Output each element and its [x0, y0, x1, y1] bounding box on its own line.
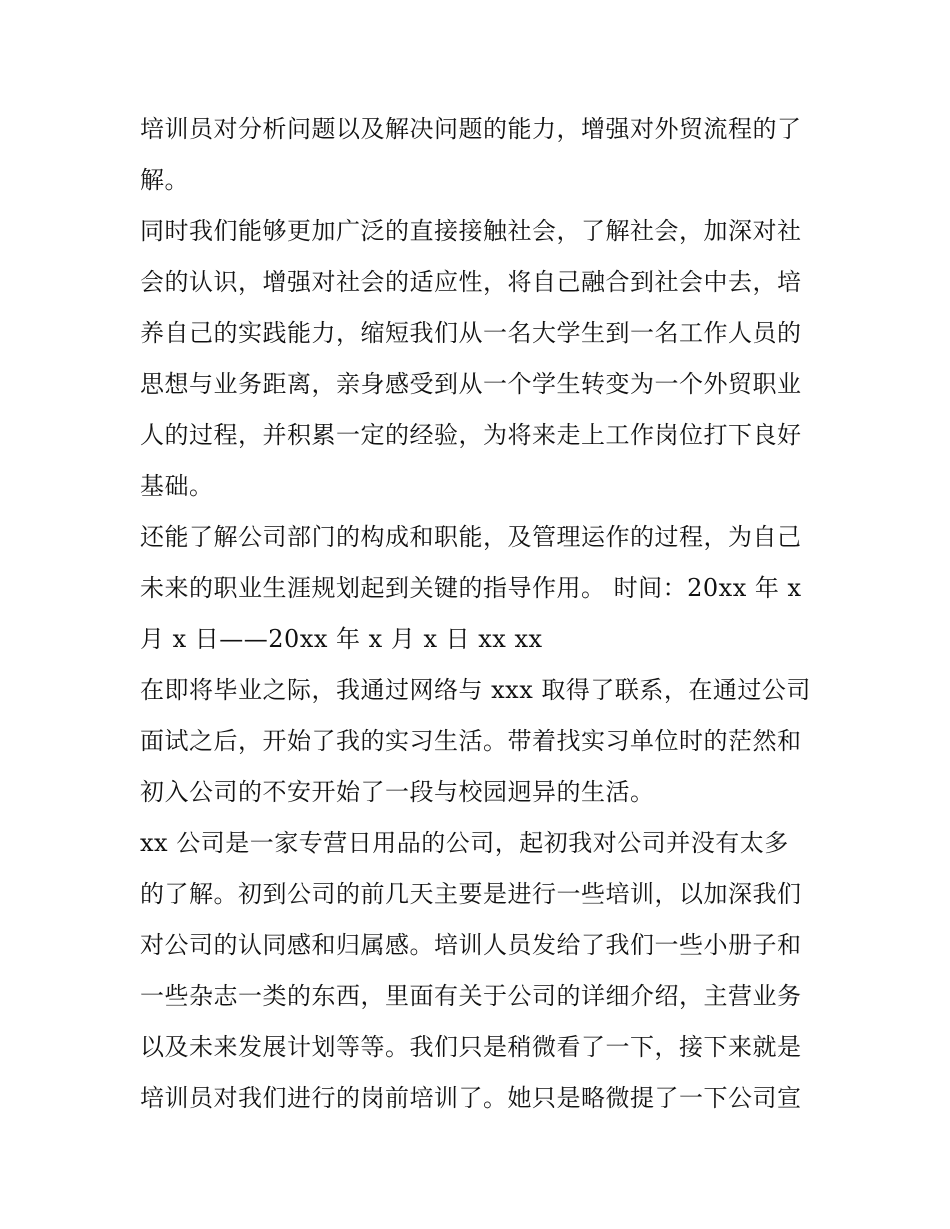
text-line: 初入公司的不安开始了一段与校园迥异的生活。	[140, 778, 655, 806]
text-line: 解。	[140, 166, 189, 194]
document-body	[140, 104, 820, 1124]
text-line: 思想与业务距离，亲身感受到从一个学生转变为一个外贸职业	[140, 370, 802, 398]
text-line: 未来的职业生涯规划起到关键的指导作用。 时间：20xx 年 x	[140, 574, 802, 602]
text-line: 人的过程，并积累一定的经验，为将来走上工作岗位打下良好	[140, 421, 802, 449]
text-line: 养自己的实践能力，缩短我们从一名大学生到一名工作人员的	[140, 319, 802, 347]
text-line: 对公司的认同感和归属感。培训人员发给了我们一些小册子和	[140, 931, 802, 959]
text-line: 基础。	[140, 472, 214, 500]
text-line: xx 公司是一家专营日用品的公司，起初我对公司并没有太多	[140, 829, 789, 857]
text-line: 面试之后，开始了我的实习生活。带着找实习单位时的茫然和	[140, 727, 802, 755]
text-line: 的了解。初到公司的前几天主要是进行一些培训，以加深我们	[140, 880, 802, 908]
text-line: 月 x 日——20xx 年 x 月 x 日 xx xx	[140, 625, 543, 653]
text-line: 培训员对分析问题以及解决问题的能力，增强对外贸流程的了	[140, 115, 802, 143]
text-line: 以及未来发展计划等等。我们只是稍微看了一下，接下来就是	[140, 1033, 802, 1061]
text-line: 会的认识，增强对社会的适应性，将自己融合到社会中去，培	[140, 268, 802, 296]
text-line: 培训员对我们进行的岗前培训了。她只是略微提了一下公司宣	[140, 1084, 802, 1112]
text-line: 还能了解公司部门的构成和职能，及管理运作的过程，为自己	[140, 523, 802, 551]
text-line: 同时我们能够更加广泛的直接接触社会，了解社会，加深对社	[140, 217, 802, 245]
text-line: 在即将毕业之际，我通过网络与 xxx 取得了联系，在通过公司	[140, 676, 811, 704]
text-line: 一些杂志一类的东西，里面有关于公司的详细介绍，主营业务	[140, 982, 802, 1010]
